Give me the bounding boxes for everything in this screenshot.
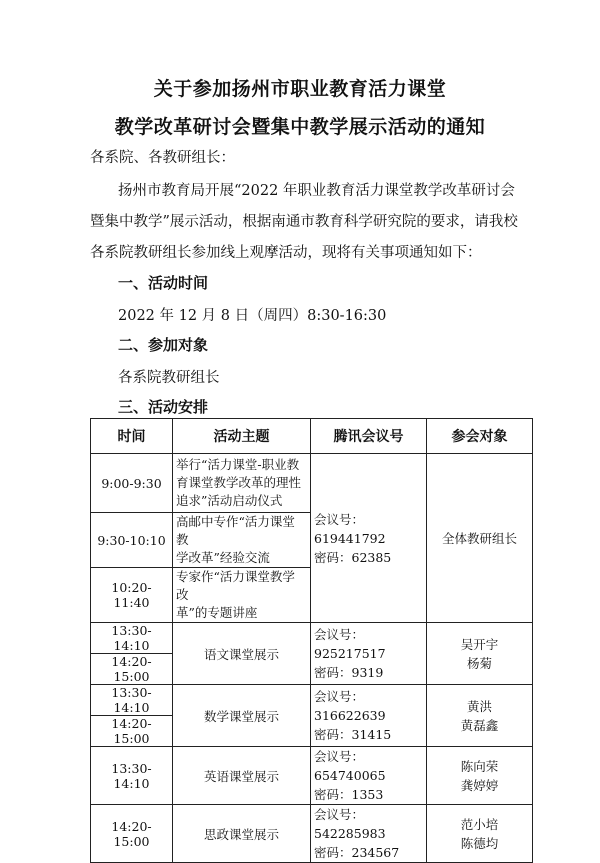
person-name: 陈向荣 [460,758,499,774]
target-heading: 二、参加对象 [118,336,209,354]
topic-line: 革”的专题讲座 [176,605,258,620]
notice-title-line2: 教学改革研讨会暨集中教学展示活动的通知 [114,116,486,138]
topic-line: 追求”活动启动仪式 [176,493,283,508]
table-row [91,623,533,654]
topic-cell: 数学课堂展示 [173,685,311,747]
person-name: 龚婷婷 [460,777,499,793]
table-row [91,805,533,863]
table-header-row [91,419,533,454]
body-line-3: 各系院教研组长参加线上观摩活动，现将有关事项通知如下： [90,245,482,261]
topic-cell [173,454,311,513]
audience-cell: 全体教研组长 [427,454,533,623]
topic-line: 专家作“活力课堂教学改 [176,569,295,602]
meeting-number: 会议号：542285983 [314,807,386,841]
people-cell [427,623,533,685]
meeting-password: 密码：62385 [314,549,392,565]
meeting-cell [311,685,427,747]
time-cell: 13:30-14:10 [91,747,173,805]
salutation: 各系院、各教研组长： [90,150,235,166]
person-name: 范小培 [460,816,499,832]
time-cell: 9:30-10:10 [91,513,173,568]
time-cell: 14:20-15:00 [91,716,173,747]
topic-cell [173,568,311,623]
time-cell: 14:20-15:00 [91,654,173,685]
person-name: 陈德均 [460,835,499,851]
topic-line: 高邮中专作“活力课堂教 [176,514,295,547]
meeting-number: 会议号：925217517 [314,627,386,661]
topic-cell: 思政课堂展示 [173,805,311,863]
meeting-cell [311,454,427,623]
meeting-password: 密码：1353 [314,787,384,802]
person-name: 杨菊 [466,655,492,671]
people-cell [427,747,533,805]
topic-cell [173,513,311,568]
meeting-number: 会议号：619441792 [314,511,386,546]
table-row [91,454,533,513]
time-cell: 14:20-15:00 [91,805,173,863]
header-meeting: 腾讯会议号 [311,419,427,454]
header-topic: 活动主题 [173,419,311,454]
notice-title-line1: 关于参加扬州市职业教育活力课堂 [153,78,447,100]
time-heading: 一、活动时间 [118,274,209,292]
header-audience: 参会对象 [427,419,533,454]
meeting-password: 密码：31415 [314,727,392,742]
person-name: 黄洪 [466,698,492,714]
meeting-number: 会议号：316622639 [314,689,386,723]
topic-line: 育课堂教学改革的理性 [176,475,302,490]
meeting-cell [311,623,427,685]
header-time: 时间 [91,419,173,454]
table-row [91,685,533,716]
time-cell: 13:30-14:10 [91,623,173,654]
meeting-number: 会议号：654740065 [314,749,386,783]
topic-line: 学改革”经验交流 [176,550,270,565]
target-value: 各系院教研组长 [118,370,220,386]
body-line-2: 暨集中教学”展示活动，根据南通市教育科学研究院的要求，请我校 [90,214,518,230]
topic-cell: 英语课堂展示 [173,747,311,805]
body-line-1: 扬州市教育局开展“2022 年职业教育活力课堂教学改革研讨会 [118,183,515,199]
person-name: 黄磊鑫 [460,717,499,733]
schedule-table [90,418,533,863]
meeting-password: 密码：9319 [314,665,384,680]
schedule-heading: 三、活动安排 [118,398,209,416]
topic-line: 举行“活力课堂-职业教 [176,457,300,472]
meeting-password: 密码：234567 [314,845,400,860]
time-cell: 9:00-9:30 [91,454,173,513]
meeting-cell [311,805,427,863]
time-cell: 10:20-11:40 [91,568,173,623]
people-cell [427,805,533,863]
time-value: 2022 年 12 月 8 日（周四）8:30-16:30 [118,308,387,324]
topic-cell: 语文课堂展示 [173,623,311,685]
table-row [91,747,533,805]
person-name: 吴开宇 [460,636,499,652]
meeting-cell [311,747,427,805]
people-cell [427,685,533,747]
time-cell: 13:30-14:10 [91,685,173,716]
